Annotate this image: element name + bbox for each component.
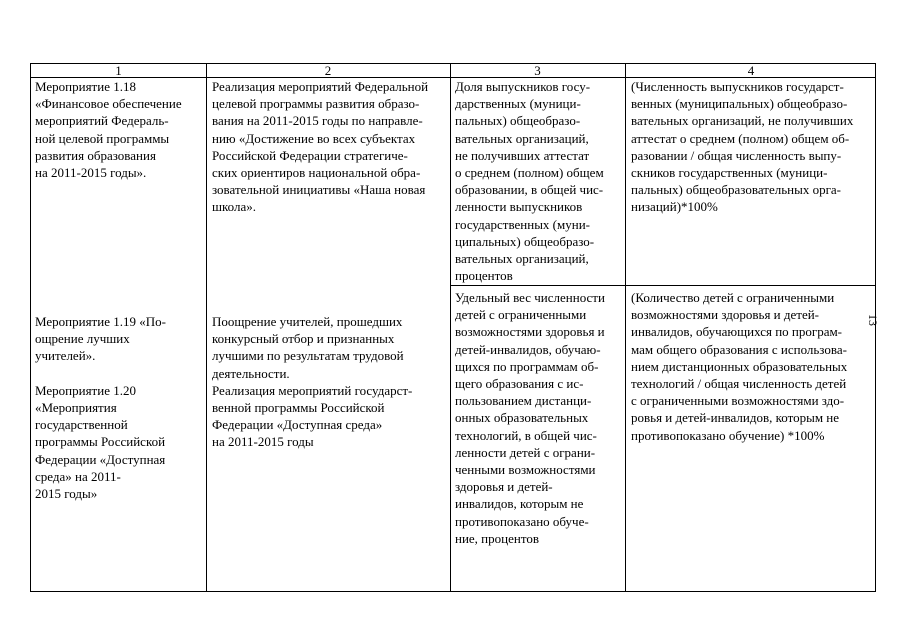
row1-event-cell: Мероприятие 1.18 «Финансовое обеспечение мероприятий Федераль- ной целевой программы развития образования на 2011-2015 годы». [35, 79, 182, 181]
header-col-4: 4 [747, 63, 755, 78]
row2-description-cell: Поощрение учителей, прошедших конкурсный отбор и признанных лучшими по результатам трудовой деятельности. Реализация мероприятий государст- венной программы Российской Федерации «Доступная среда» на 2011-2015 годы [212, 314, 413, 450]
data-table [30, 63, 876, 592]
row1-description-cell: Реализация мероприятий Федеральной целевой программы развития образо- вания на 2011-2015 годы по направле- нию «Достижение во всех субъектах Российской Федерации стратегиче- ских ориентиров национальной обра- зовательной инициативы «Наша новая школа». [212, 79, 429, 215]
column-divider [625, 64, 626, 591]
row2-indicator-cell: Удельный вес численности детей с ограниченными возможностями здоровья и детей-инвалидов, обучаю- щихся по программам об- щего образования с ис- пользованием дистанци- онных образовательных технологий, в общей чис- ленности детей с ограни- ченными возможностями здоровья и детей- инвалидов, которым не противопоказано обуче- ние, процентов [455, 290, 605, 546]
column-divider [206, 64, 207, 591]
header-col-3: 3 [534, 63, 541, 78]
header-col-1: 1 [115, 63, 122, 78]
page-number: 13 [866, 314, 880, 326]
header-col-2: 2 [324, 63, 332, 78]
column-divider [450, 64, 451, 591]
row-divider [450, 285, 875, 286]
row2-event-cell: Мероприятие 1.19 «По- ощрение лучших учителей». Мероприятие 1.20 «Мероприятия государственной программы Российской Федерации «Доступная среда» на 2011- 2015 годы» [35, 314, 166, 502]
row1-indicator-cell: Доля выпускников госу- дарственных (муници- пальных) общеобразо- вательных организаций, не получивших аттестат о среднем (полном) общем образовании, в общей чис- ленности выпускников государственных (муни- ципальных) общеобразо- вательных организаций, процентов [455, 79, 604, 284]
row2-formula-cell: (Количество детей с ограниченными возможностями здоровья и детей- инвалидов, обучающихся по програм- мам общего образования с использова- нием дистанционных образовательных технологий / общая численность детей с ограниченными возможностями здо- ровья и детей-инвалидов, которым не противопоказано обучение) *100% [631, 290, 848, 443]
row1-formula-cell: (Численность выпускников государст- венных (муниципальных) общеобразо- вательных организаций, не получивших аттестат о среднем (полном) общем об- разовании / общая численность выпу- скников государственных (муници- пальных) общеобразовательных орга- низаций)*100% [631, 79, 854, 215]
